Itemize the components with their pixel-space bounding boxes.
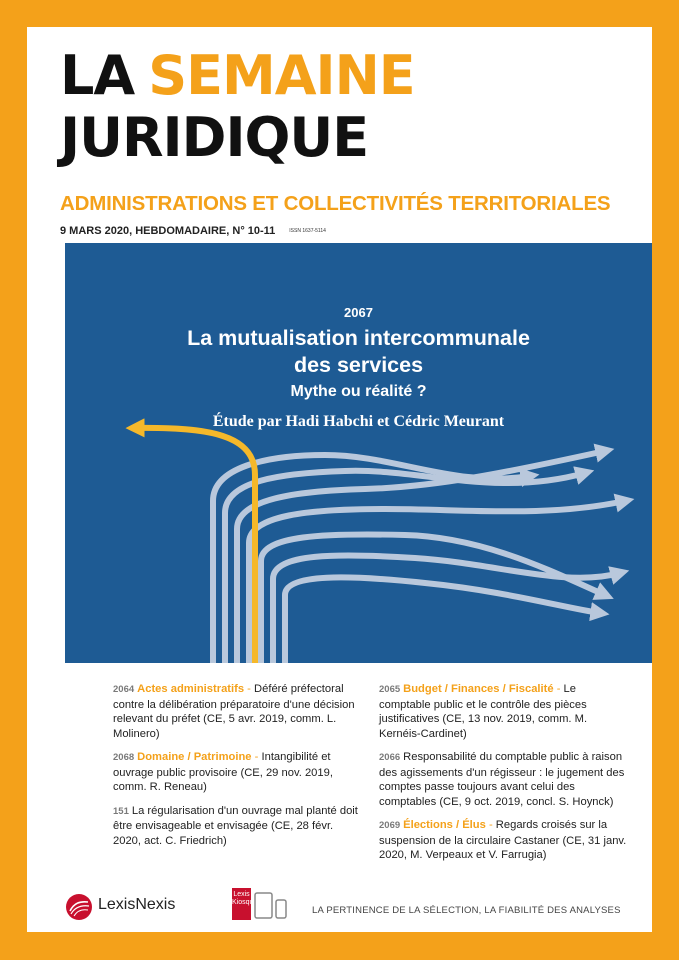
cover-sheet xyxy=(27,27,652,932)
entry-text: Intangibilité et ouvrage public provisoire (CE, 29 nov. 2019, comm. R. Reneau) xyxy=(113,751,333,793)
entry-separator: - xyxy=(244,683,255,695)
kiosque-logo xyxy=(232,888,258,920)
cover-story-subtitle: Mythe ou réalité ? xyxy=(290,383,427,400)
contents-left-column xyxy=(113,682,361,857)
cover-story-title-line-1: La mutualisation intercommunale xyxy=(187,326,530,350)
entry-topic: Élections / Élus xyxy=(403,819,486,831)
entry-number: 2065 xyxy=(379,684,401,695)
issue-line xyxy=(60,225,326,237)
entry-text: Déféré préfectoral contre la délibération préparatoire d'une décision relevant du préfet (CE, 5 avr. 2019, comm. L. Molinero) xyxy=(113,683,355,740)
contents-entry xyxy=(113,750,361,795)
entry-text: Regards croisés sur la suspension de la circulaire Castaner (CE, 31 janv. 2020, M. Verpeaux et V. Farrugia) xyxy=(379,819,627,861)
contents-entry xyxy=(379,682,627,741)
entry-number: 151 xyxy=(113,805,129,817)
cover-story-authors: Étude par Hadi Habchi et Cédric Meurant xyxy=(212,413,505,430)
entry-number: 2069 xyxy=(379,820,401,831)
contents-entry xyxy=(379,750,627,809)
masthead-juridique: JURIDIQUE xyxy=(60,106,369,169)
issn: ISSN 1637-5114 xyxy=(289,228,326,235)
cover-story-number: 2067 xyxy=(344,305,373,320)
entry-separator: - xyxy=(485,819,496,831)
contents-entry xyxy=(113,682,361,741)
entry-text: La régularisation d'un ouvrage mal planté doit être envisageable et envisagée (CE, 28 févr. 2020, act. C. Friedrich) xyxy=(113,804,358,847)
contents-entry xyxy=(113,804,361,849)
kiosque-line-1: Lexis xyxy=(233,891,250,898)
footer-tagline: LA PERTINENCE DE LA SÉLECTION, LA FIABILITÉ DES ANALYSES xyxy=(312,905,621,916)
entry-separator: - xyxy=(251,751,262,763)
masthead-line-1 xyxy=(60,44,415,107)
contents-right-column xyxy=(379,682,627,872)
kiosque-line-2: Kiosque xyxy=(232,899,258,906)
lexisnexis-wordmark: LexisNexis xyxy=(98,896,176,913)
entry-topic: Domaine / Patrimoine xyxy=(137,751,252,763)
cover-story-title-line-2: des services xyxy=(293,353,424,377)
entry-topic: Budget / Finances / Fiscalité xyxy=(403,683,554,695)
lexisnexis-logo xyxy=(65,893,225,923)
cover-story-title xyxy=(65,325,652,379)
lexisnexis-emblem-icon xyxy=(65,893,93,921)
entry-topic: Actes administratifs xyxy=(137,683,245,695)
publication-subtitle: ADMINISTRATIONS ET COLLECTIVITÉS TERRITORIALES xyxy=(60,192,611,215)
entry-number: 2064 xyxy=(113,684,135,695)
entry-number: 2066 xyxy=(379,752,401,763)
entry-number: 2068 xyxy=(113,752,135,763)
entry-text: Responsabilité du comptable public à raison des agissements d'un régisseur : le jugement des comptes passe toujours avant celui des comptables (CE, 9 oct. 2019, concl. S. Hoynck) xyxy=(379,751,625,808)
entry-text: Le comptable public et le contrôle des pièces justificatives (CE, 13 nov. 2019, comm. M. Kernéis-Cardinet) xyxy=(379,683,588,740)
cover-story-panel xyxy=(65,243,652,663)
devices-icon xyxy=(254,892,288,920)
masthead-la: LA xyxy=(60,44,135,107)
masthead-semaine: SEMAINE xyxy=(148,44,415,107)
contents-entry xyxy=(379,818,627,863)
issue-date: 9 MARS 2020, HEBDOMADAIRE, N° 10-11 xyxy=(60,225,276,237)
entry-separator: - xyxy=(553,683,564,695)
